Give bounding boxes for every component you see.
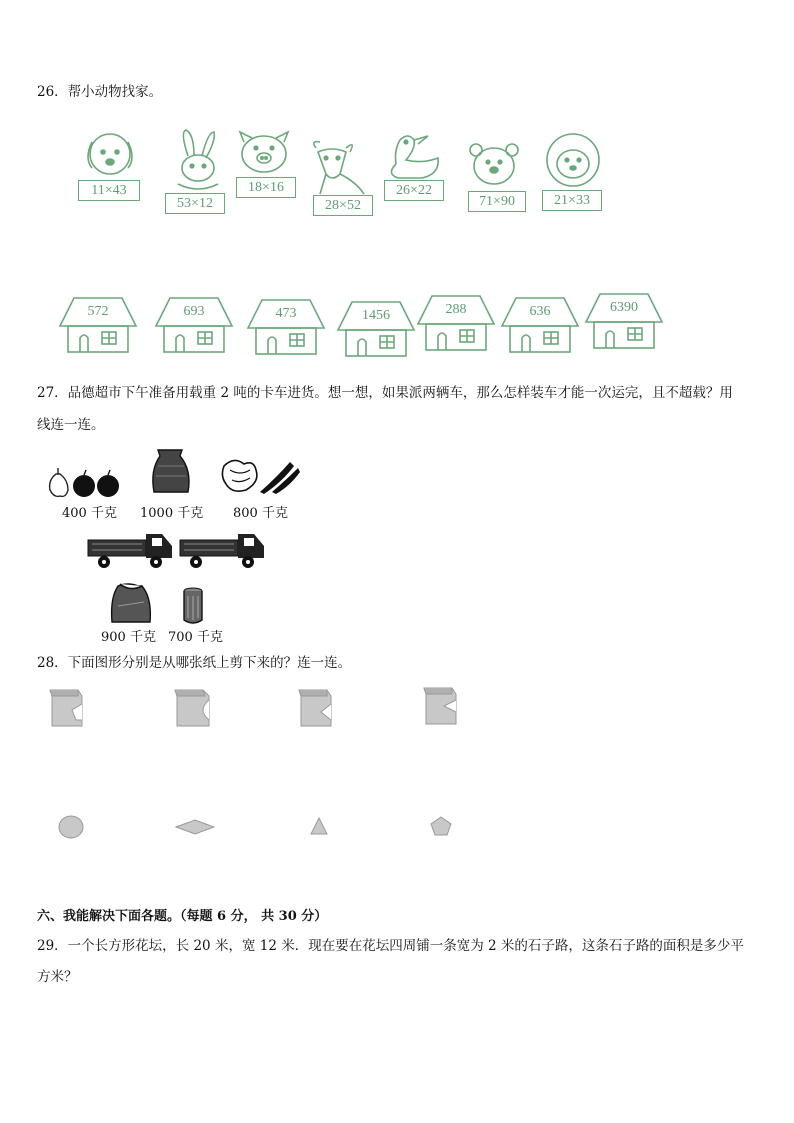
house-7 bbox=[584, 290, 664, 352]
animal-sign-monkey: 21×33 bbox=[542, 190, 602, 211]
animal-sign-pig: 18×16 bbox=[236, 177, 296, 198]
rabbit-icon bbox=[168, 128, 226, 194]
fruit-weight: 400 千克 bbox=[62, 506, 117, 521]
house-2 bbox=[154, 294, 234, 356]
duck-icon bbox=[382, 130, 446, 182]
monkey-icon bbox=[540, 132, 606, 190]
barrel-icon bbox=[180, 586, 206, 626]
animal-sign-dog: 11×43 bbox=[78, 180, 140, 201]
q27-title-line2: 线连一连。 bbox=[37, 417, 105, 433]
dog-icon bbox=[80, 128, 140, 178]
q26-title: 26．帮小动物找家。 bbox=[37, 84, 163, 100]
bag-weight: 900 千克 bbox=[101, 630, 156, 645]
house-number: 693 bbox=[183, 304, 205, 319]
sack-weight: 1000 千克 bbox=[140, 506, 204, 521]
animal-sign-goat: 28×52 bbox=[313, 195, 373, 216]
q28-title: 28．下面图形分别是从哪张纸上剪下来的？连一连。 bbox=[37, 655, 352, 671]
house-6 bbox=[500, 294, 580, 356]
barrel-weight: 700 千克 bbox=[168, 630, 223, 645]
bear-icon bbox=[466, 140, 522, 192]
animal-sign-duck: 26×22 bbox=[384, 180, 444, 201]
animal-sign-rabbit: 53×12 bbox=[165, 193, 225, 214]
vegetables-icon bbox=[220, 456, 302, 496]
goat-icon bbox=[306, 138, 370, 198]
sack-icon bbox=[148, 446, 194, 496]
house-number: 288 bbox=[445, 302, 467, 317]
pentagon-shape[interactable] bbox=[429, 815, 453, 837]
animal-sign-bear: 71×90 bbox=[468, 191, 526, 212]
fruit-icon bbox=[46, 466, 122, 498]
bag-icon bbox=[108, 582, 154, 626]
house-4 bbox=[336, 298, 416, 360]
house-3 bbox=[246, 296, 326, 358]
folded-paper-1[interactable] bbox=[48, 686, 84, 728]
q29-line2: 方米？ bbox=[37, 969, 78, 985]
house-5 bbox=[416, 292, 496, 354]
house-number: 636 bbox=[529, 304, 551, 319]
house-number: 1456 bbox=[362, 308, 390, 323]
truck-icon bbox=[86, 528, 174, 570]
circle-shape[interactable] bbox=[58, 814, 86, 840]
house-1 bbox=[58, 294, 138, 356]
q29-line1: 29．一个长方形花坛，长 20 米，宽 12 米．现在要在花坛四周铺一条宽为 2 米的石子路，这条石子路的面积是多少平 bbox=[37, 938, 744, 954]
q27-title-line1: 27．品德超市下午准备用载重 2 吨的卡车进货。想一想，如果派两辆车，那么怎样装车才能一次运完，且不超载？用 bbox=[37, 385, 733, 401]
folded-paper-2[interactable] bbox=[173, 686, 213, 728]
folded-paper-4[interactable] bbox=[422, 684, 460, 728]
house-number: 6390 bbox=[610, 300, 638, 315]
house-number: 572 bbox=[87, 304, 109, 319]
triangle-shape[interactable] bbox=[309, 816, 329, 836]
folded-paper-3[interactable] bbox=[297, 686, 335, 728]
pig-icon bbox=[236, 128, 296, 180]
rhombus-shape[interactable] bbox=[174, 818, 216, 836]
truck-icon bbox=[178, 528, 268, 570]
house-number: 473 bbox=[275, 306, 297, 321]
section6-title: 六、我能解决下面各题。（每题 6 分， 共 30 分） bbox=[37, 909, 328, 924]
vegetables-weight: 800 千克 bbox=[233, 506, 288, 521]
